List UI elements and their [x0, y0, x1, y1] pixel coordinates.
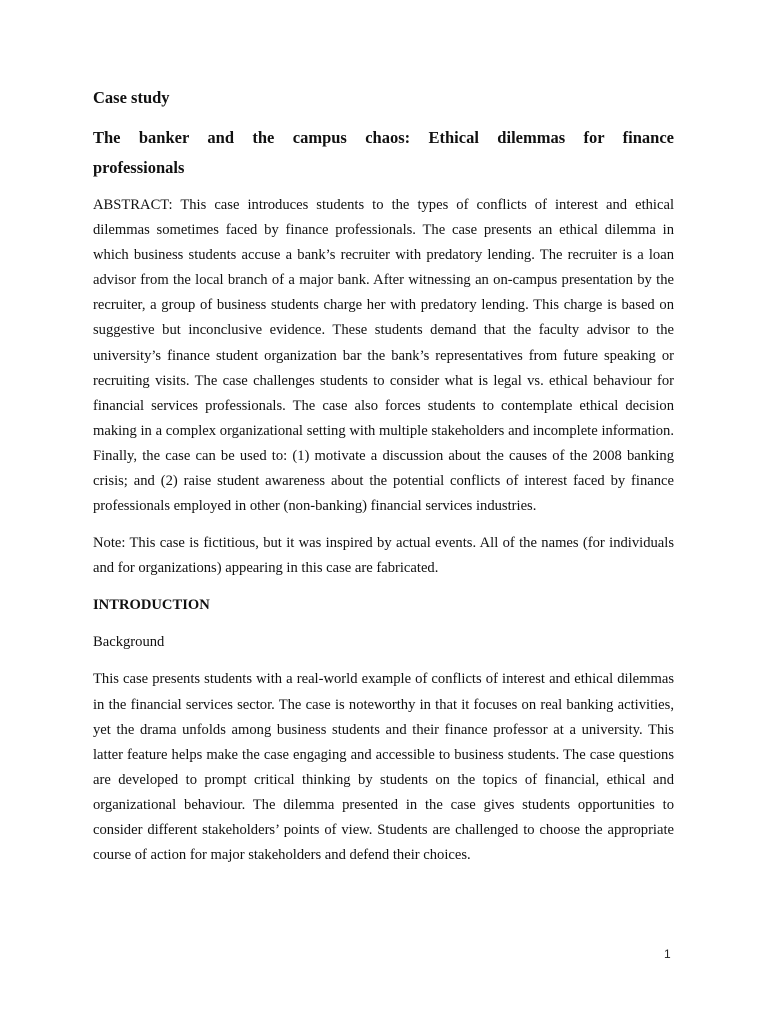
- page-number: 1: [664, 947, 671, 961]
- doc-type-label: Case study: [93, 88, 170, 107]
- subsection-heading: Background: [93, 634, 165, 651]
- abstract-paragraph: ABSTRACT: This case introduces students to the types of conflicts of interest and ethical dilemmas sometimes faced by finance professionals. The case presents an ethical dilemma in which business students accuse a bank’s recruiter with predatory lending. The recruiter is a loan advisor from the local branch of a major bank. After witnessing an on-campus presentation by the recruiter, a group of business students charge her with predatory lending. This charge is based on suggestive but inconclusive evidence. These students demand that the faculty advisor to the university’s finance student organization bar the bank’s representatives from future speaking or recruiting visits. The case challenges students to consider what is legal vs. ethical behaviour for financial services professionals. The case also forces students to contemplate ethical decision making in a complex organizational setting with multiple stakeholders and incomplete information. Finally, the case can be used to: (1) motivate a discussion about the causes of the 2008 banking crisis; and (2) raise student awareness about the potential conflicts of interest faced by finance professionals employed in other (non-banking) financial services industries.: [93, 197, 674, 515]
- background-paragraph: This case presents students with a real-world example of conflicts of interest and ethical dilemmas in the financial services sector. The case is noteworthy in that it focuses on real banking activities, yet the drama unfolds among business students and their finance professor at a university. This latter feature helps make the case engaging and accessible to business students. The case questions are developed to prompt critical thinking by students on the topics of financial, ethical and organizational behaviour. The dilemma presented in the case gives students opportunities to consider different stakeholders’ points of view. Students are challenged to choose the appropriate course of action for major stakeholders and defend their choices.: [93, 671, 674, 864]
- note-paragraph: Note: This case is fictitious, but it was inspired by actual events. All of the names (for individuals and for organizations) appearing in this case are fabricated.: [93, 535, 674, 577]
- page-title: The banker and the campus chaos: Ethical dilemmas for finance professionals: [93, 128, 674, 177]
- section-heading: INTRODUCTION: [93, 597, 210, 614]
- document-page: [93, 84, 674, 880]
